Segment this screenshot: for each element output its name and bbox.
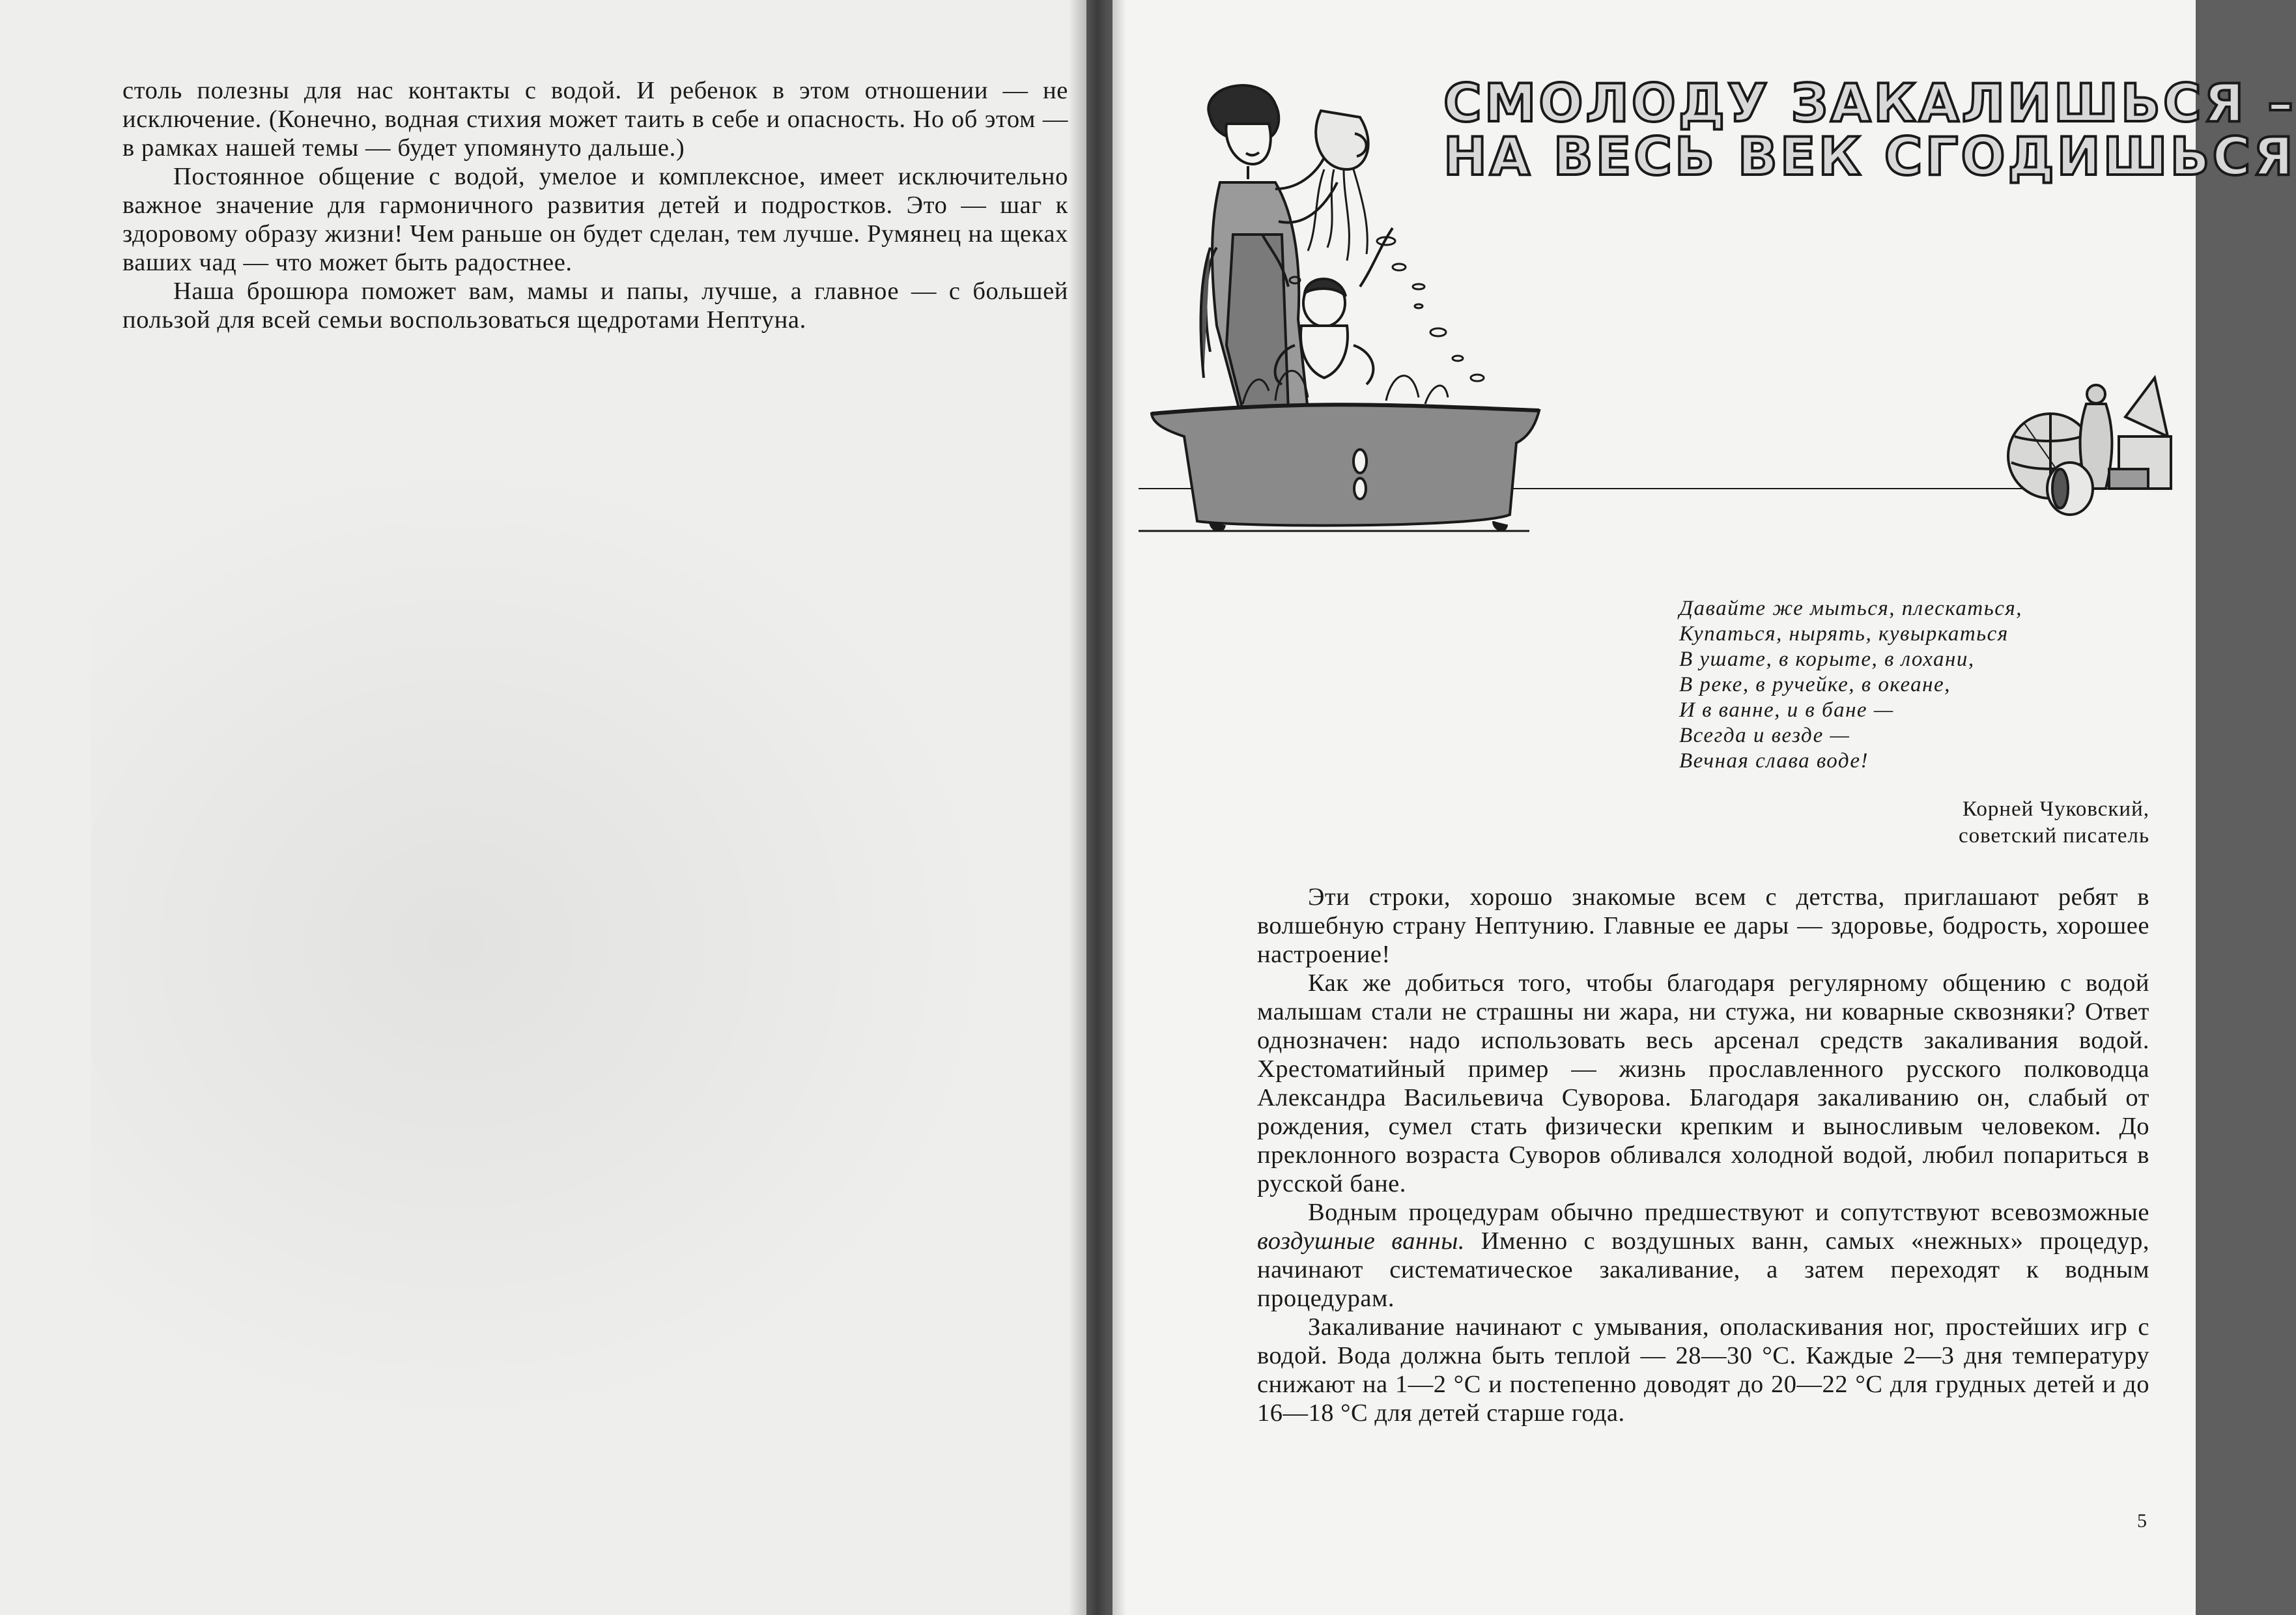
book-gutter — [1068, 0, 1127, 1615]
author-name: Корней Чуковский, — [1962, 797, 2149, 821]
epigraph-poem — [1679, 596, 2148, 774]
left-page — [0, 0, 1086, 1615]
right-paragraph-2: Как же добиться того, чтобы благодаря регулярному общению с водой малышам стали не страшны ни жара, ни стужа, ни коварные сквозняки? Ответ однозначен: надо использовать весь арсенал средств закаливания водой. Хрестоматийный пример — жизнь прославленного русского полководца Александра Васильевича Суворова. Благодаря закаливанию он, слабый от рождения, сумел стать физически крепким и выносливым человеком. До преклонного возраста Суворов обливался холодной водой, любил попариться в русской бане. — [1257, 969, 2149, 1197]
right-paragraph-3 — [1257, 1198, 2149, 1313]
epigraph-author — [1777, 796, 2149, 850]
poem-line: Давайте же мыться, плескаться, — [1679, 597, 2022, 620]
title-line-1: СМОЛОДУ ЗАКАЛИШЬСЯ – — [1443, 73, 2296, 134]
para3-text-start: Водным процедурам обычно предшествуют и сопутствуют всевозможные — [1308, 1199, 2149, 1226]
bathtub-icon — [1152, 405, 1539, 530]
poem-line: Купаться, нырять, кувыркаться — [1679, 622, 2009, 646]
poem-line: В ушате, в корыте, в лохани, — [1679, 648, 1975, 671]
page-number: 5 — [2137, 1510, 2147, 1532]
right-page-text — [1257, 883, 2149, 1427]
left-paragraph-2: Постоянное общение с водой, умелое и комплексное, имеет исключительно важное значение для гармоничного развития детей и подростков. Это — шаг к здоровому образу жизни! Чем раньше он будет сделан, тем лучше. Румянец на щеках ваших чад — что может быть радостнее. — [122, 163, 1068, 276]
right-paragraph-1: Эти строки, хорошо знакомые всем с детства, приглашают ребят в волшебную страну Нептунию. Главные ее дары — здоровье, бодрость, хорошее настроение! — [1257, 883, 2149, 968]
author-role: советский писатель — [1958, 824, 2149, 848]
right-paragraph-4: Закаливание начинают с умывания, ополаскивания ног, простейших игр с водой. Вода должна быть теплой — 28—30 °С. Каждые 2—3 дня температуру снижают на 1—2 °С и постепенно доводят до 20—22 °С для грудных детей и до 16—18 °С для детей старше года. — [1257, 1313, 2149, 1427]
water-stream — [1290, 169, 1424, 289]
page-title — [1443, 73, 2296, 187]
poem-line: И в ванне, и в бане — — [1679, 698, 1894, 722]
right-page — [1113, 0, 2296, 1615]
para3-text-end: Именно с воздушных ванн, самых «нежных» процедур, начинают систематическое закаливание, а затем переходят к водным процедурам. — [1257, 1227, 2149, 1312]
left-page-text — [122, 76, 1068, 334]
bleed-through-shadow — [91, 456, 1003, 1433]
left-paragraph-1: столь полезны для нас контакты с водой. И ребенок в этом отношении — не исключение. (Конечно, водная стихия может таить в себе и опасность. Но об этом — в рамках нашей темы — будет упомянуто дальше.) — [122, 77, 1068, 162]
toy-blocks-icon — [2109, 378, 2171, 489]
title-line-2: НА ВЕСЬ ВЕК СГОДИШЬСЯ — [1443, 126, 2296, 187]
poem-line: Вечная слава воде! — [1679, 749, 1869, 773]
poem-line: В реке, в ручейке, в океане, — [1679, 673, 1951, 696]
para3-italic-term: воздушные ванны. — [1257, 1227, 1465, 1255]
left-paragraph-3: Наша брошюра поможет вам, мамы и папы, лучше, а главное — с большей пользой для всей семьи воспользоваться щедротами Нептуна. — [122, 278, 1068, 334]
poem-line: Всегда и везде — — [1679, 724, 1850, 747]
